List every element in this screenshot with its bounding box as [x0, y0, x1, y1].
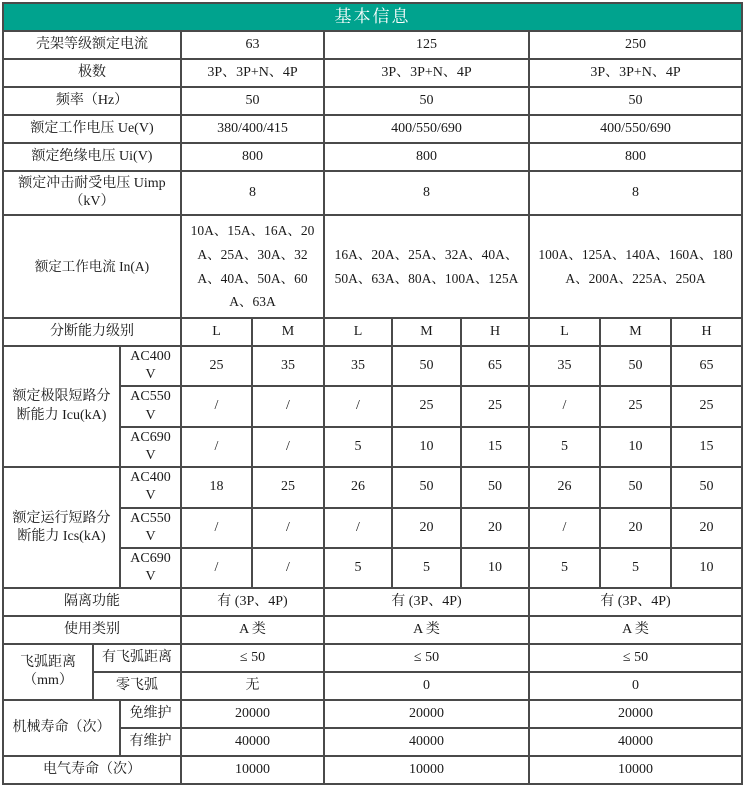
value-cell: /	[181, 386, 252, 426]
value-cell: 50	[324, 87, 529, 115]
value-cell: 25	[461, 386, 529, 426]
row-label: 频率（Hz）	[3, 87, 181, 115]
value-cell: 3P、3P+N、4P	[181, 59, 324, 87]
value-cell: 800	[324, 143, 529, 171]
value-cell: ≤ 50	[181, 644, 324, 672]
value-cell: M	[600, 318, 671, 346]
row-sublabel: AC690V	[120, 548, 181, 588]
row-label: 额定冲击耐受电压 Uimp（kV）	[3, 171, 181, 215]
value-cell: 20	[461, 508, 529, 548]
value-cell: 8	[324, 171, 529, 215]
row-arc-with	[3, 644, 742, 672]
row-rated-current	[3, 215, 742, 318]
value-cell: 5	[529, 427, 600, 467]
value-cell: /	[529, 508, 600, 548]
value-cell: A 类	[181, 616, 324, 644]
value-cell: /	[529, 386, 600, 426]
row-label: 机械寿命（次）	[3, 700, 120, 756]
row-sublabel: 零飞弧	[93, 672, 181, 700]
value-cell: 10	[392, 427, 461, 467]
value-cell: 0	[529, 672, 742, 700]
row-icu-ac400v	[3, 346, 742, 386]
value-cell: 380/400/415	[181, 115, 324, 143]
value-cell: 65	[671, 346, 742, 386]
value-cell: /	[252, 508, 324, 548]
value-cell: 100A、125A、140A、160A、180A、200A、225A、250A	[529, 215, 742, 318]
row-sublabel: AC690V	[120, 427, 181, 467]
row-mech-free	[3, 700, 742, 728]
value-cell: 63	[181, 31, 324, 59]
row-isolation	[3, 588, 742, 616]
value-cell: 25	[252, 467, 324, 507]
value-cell: 400/550/690	[529, 115, 742, 143]
value-cell: 20	[671, 508, 742, 548]
value-cell: H	[671, 318, 742, 346]
value-cell: 35	[252, 346, 324, 386]
row-sublabel: AC550V	[120, 386, 181, 426]
value-cell: 40000	[529, 728, 742, 756]
row-label: 额定绝缘电压 Ui(V)	[3, 143, 181, 171]
value-cell: /	[252, 386, 324, 426]
value-cell: 250	[529, 31, 742, 59]
row-sublabel: 免维护	[120, 700, 181, 728]
row-label: 壳架等级额定电流	[3, 31, 181, 59]
value-cell: 125	[324, 31, 529, 59]
value-cell: 5	[392, 548, 461, 588]
value-cell: 10000	[529, 756, 742, 784]
value-cell: 400/550/690	[324, 115, 529, 143]
value-cell: 5	[324, 548, 392, 588]
value-cell: /	[324, 508, 392, 548]
value-cell: 26	[324, 467, 392, 507]
row-label: 极数	[3, 59, 181, 87]
value-cell: /	[252, 548, 324, 588]
value-cell: A 类	[324, 616, 529, 644]
value-cell: 35	[529, 346, 600, 386]
row-label: 电气寿命（次）	[3, 756, 181, 784]
value-cell: H	[461, 318, 529, 346]
value-cell: 20000	[529, 700, 742, 728]
row-ui	[3, 143, 742, 171]
value-cell: 35	[324, 346, 392, 386]
value-cell: 有 (3P、4P)	[529, 588, 742, 616]
value-cell: /	[324, 386, 392, 426]
value-cell: 15	[461, 427, 529, 467]
value-cell: 8	[181, 171, 324, 215]
value-cell: ≤ 50	[324, 644, 529, 672]
row-ue	[3, 115, 742, 143]
value-cell: 25	[181, 346, 252, 386]
value-cell: L	[324, 318, 392, 346]
row-label: 使用类别	[3, 616, 181, 644]
value-cell: 50	[181, 87, 324, 115]
value-cell: A 类	[529, 616, 742, 644]
value-cell: L	[181, 318, 252, 346]
row-title	[3, 3, 742, 31]
value-cell: /	[252, 427, 324, 467]
row-frequency	[3, 87, 742, 115]
value-cell: 50	[671, 467, 742, 507]
value-cell: 50	[529, 87, 742, 115]
value-cell: 50	[461, 467, 529, 507]
value-cell: /	[181, 548, 252, 588]
row-sublabel: AC550V	[120, 508, 181, 548]
value-cell: M	[252, 318, 324, 346]
value-cell: /	[181, 508, 252, 548]
value-cell: 50	[392, 467, 461, 507]
value-cell: 10	[600, 427, 671, 467]
value-cell: 有 (3P、4P)	[181, 588, 324, 616]
row-sublabel: 有维护	[120, 728, 181, 756]
value-cell: 无	[181, 672, 324, 700]
basic-info-table	[2, 2, 743, 785]
value-cell: /	[181, 427, 252, 467]
row-frame-current	[3, 31, 742, 59]
value-cell: 10	[461, 548, 529, 588]
value-cell: 20	[600, 508, 671, 548]
value-cell: 25	[600, 386, 671, 426]
row-label: 额定运行短路分断能力 Ics(kA)	[3, 467, 120, 588]
value-cell: 18	[181, 467, 252, 507]
value-cell: 20000	[324, 700, 529, 728]
value-cell: 10	[671, 548, 742, 588]
value-cell: 25	[392, 386, 461, 426]
value-cell: 65	[461, 346, 529, 386]
value-cell: 40000	[181, 728, 324, 756]
row-ics-ac400v	[3, 467, 742, 507]
row-breaking-grade	[3, 318, 742, 346]
row-electrical-life	[3, 756, 742, 784]
value-cell: 5	[529, 548, 600, 588]
row-sublabel: AC400V	[120, 346, 181, 386]
value-cell: 5	[600, 548, 671, 588]
row-label: 额定工作电流 In(A)	[3, 215, 181, 318]
value-cell: 20000	[181, 700, 324, 728]
row-label: 分断能力级别	[3, 318, 181, 346]
row-uimp	[3, 171, 742, 215]
row-arc-zero	[3, 672, 742, 700]
value-cell: 800	[529, 143, 742, 171]
value-cell: 5	[324, 427, 392, 467]
row-label: 额定极限短路分断能力 Icu(kA)	[3, 346, 120, 467]
value-cell: 25	[671, 386, 742, 426]
row-category	[3, 616, 742, 644]
value-cell: 50	[600, 346, 671, 386]
row-label: 隔离功能	[3, 588, 181, 616]
value-cell: 0	[324, 672, 529, 700]
table-title: 基本信息	[3, 3, 742, 31]
value-cell: 3P、3P+N、4P	[324, 59, 529, 87]
value-cell: 40000	[324, 728, 529, 756]
row-sublabel: AC400V	[120, 467, 181, 507]
row-label: 飞弧距离（mm）	[3, 644, 93, 700]
row-poles	[3, 59, 742, 87]
value-cell: L	[529, 318, 600, 346]
value-cell: 15	[671, 427, 742, 467]
value-cell: 8	[529, 171, 742, 215]
value-cell: 50	[600, 467, 671, 507]
value-cell: 10000	[181, 756, 324, 784]
value-cell: 3P、3P+N、4P	[529, 59, 742, 87]
value-cell: 16A、20A、25A、32A、40A、50A、63A、80A、100A、125A	[324, 215, 529, 318]
value-cell: ≤ 50	[529, 644, 742, 672]
value-cell: 10A、15A、16A、20A、25A、30A、32A、40A、50A、60A、63A	[181, 215, 324, 318]
value-cell: M	[392, 318, 461, 346]
value-cell: 800	[181, 143, 324, 171]
value-cell: 有 (3P、4P)	[324, 588, 529, 616]
value-cell: 10000	[324, 756, 529, 784]
row-sublabel: 有飞弧距离	[93, 644, 181, 672]
value-cell: 50	[392, 346, 461, 386]
value-cell: 20	[392, 508, 461, 548]
row-label: 额定工作电压 Ue(V)	[3, 115, 181, 143]
value-cell: 26	[529, 467, 600, 507]
